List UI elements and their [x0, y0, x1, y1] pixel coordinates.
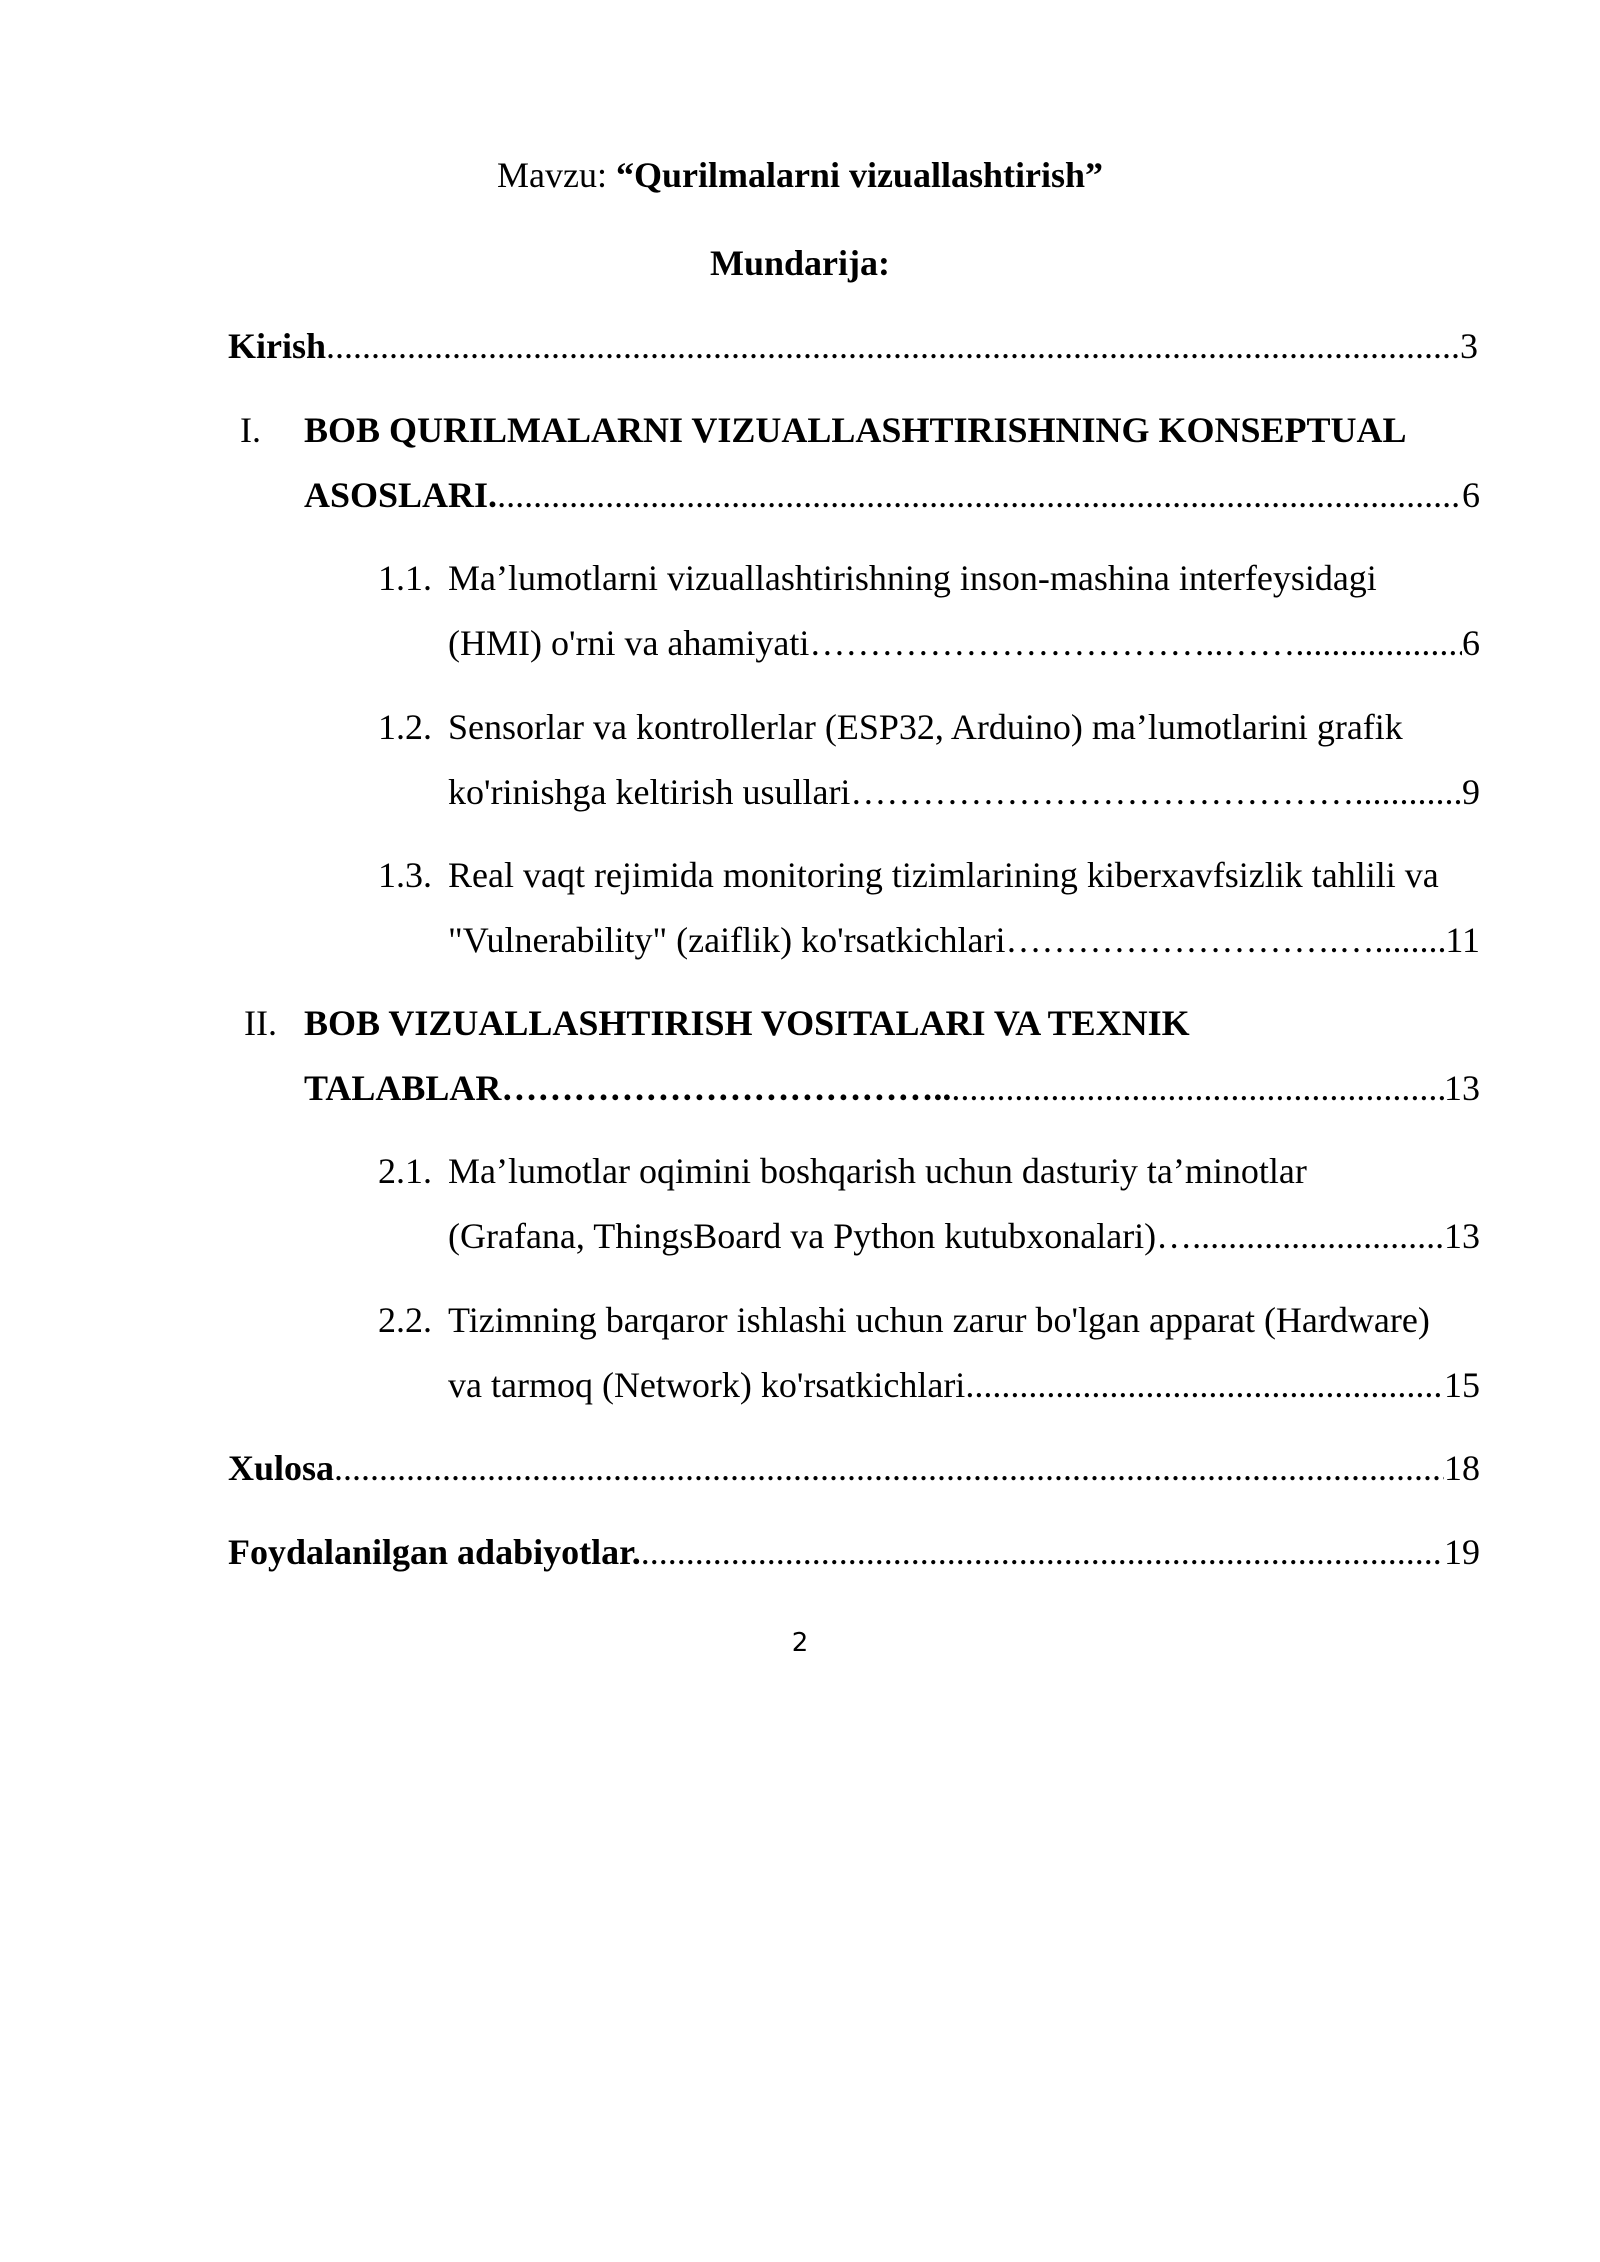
toc-label: va tarmoq (Network) ko'rsatkichlari	[448, 1365, 966, 1405]
toc-page-number: 9	[1462, 772, 1480, 812]
toc-page-number: 6	[1462, 623, 1480, 663]
document-title	[0, 150, 1600, 200]
toc-entry-1-3	[448, 908, 1480, 973]
dot-leader	[1295, 611, 1462, 676]
toc-entry-2-2	[448, 1353, 1480, 1418]
toc-page-number: 6	[1462, 475, 1480, 515]
toc-page-number: 3	[1460, 326, 1478, 366]
chapter-title-line: BOB QURILMALARNI VIZUALLASHTIRISHNING KONSEPTUAL	[304, 410, 1407, 450]
dot-leader	[1354, 760, 1462, 825]
section-number: 1.3.	[378, 855, 432, 895]
chapter-marker: I.	[240, 410, 261, 450]
section-title-line: Tizimning barqaror ishlashi uchun zarur bo'lgan apparat (Hardware)	[448, 1300, 1430, 1340]
section-title-line: Real vaqt rejimida monitoring tizimlarining kiberxavfsizlik tahlili va	[448, 855, 1439, 895]
section-title-line: Ma’lumotlarni vizuallashtirishning inson-mashina interfeysidagi	[448, 558, 1377, 598]
toc-page-number: 13	[1444, 1068, 1480, 1108]
toc-page-number: 11	[1445, 920, 1480, 960]
dot-leader	[951, 1056, 1444, 1121]
toc-label: Kirish	[228, 326, 327, 366]
toc-label: ASOSLARI.	[304, 475, 498, 515]
toc-heading: Mundarija:	[710, 243, 890, 283]
toc-label: Xulosa	[228, 1448, 335, 1488]
toc-page-number: 15	[1444, 1365, 1480, 1405]
toc-entry-1-1	[448, 611, 1480, 676]
title-subject: “Qurilmalarni vizuallashtirish”	[615, 155, 1103, 195]
dot-leader	[1192, 1204, 1444, 1269]
toc-page-number: 13	[1444, 1216, 1480, 1256]
section-number: 1.1.	[378, 558, 432, 598]
toc-label: Foydalanilgan adabiyotlar.	[228, 1532, 641, 1572]
dot-leader	[1375, 908, 1446, 973]
title-prefix: Mavzu:	[496, 155, 616, 195]
dot-leader	[326, 314, 1460, 379]
section-title-line: Ma’lumotlar oqimini boshqarish uchun dasturiy ta’minotlar	[448, 1151, 1307, 1191]
toc-entry-chapter-2	[304, 1056, 1480, 1121]
dot-leader	[965, 1353, 1444, 1418]
section-number: 2.2.	[378, 1300, 432, 1340]
toc-label: TALABLAR………………………………..	[304, 1068, 952, 1108]
toc-entry-xulosa	[228, 1436, 1480, 1501]
page-number: 2	[791, 1628, 809, 1658]
toc-entry-2-1	[448, 1204, 1480, 1269]
chapter-title-line: BOB VIZUALLASHTIRISH VOSITALARI VA TEXNIK	[304, 1003, 1190, 1043]
section-title-line: Sensorlar va kontrollerlar (ESP32, Arduino) ma’lumotlarini grafik	[448, 707, 1403, 747]
dot-leader	[334, 1436, 1444, 1501]
chapter-marker: II.	[244, 1003, 277, 1043]
toc-page-number: 19	[1444, 1532, 1480, 1572]
dot-leader	[641, 1520, 1444, 1585]
toc-label: (Grafana, ThingsBoard va Python kutubxonalari)…	[448, 1216, 1193, 1256]
toc-entry-chapter-1	[304, 463, 1480, 528]
toc-label: (HMI) o'rni va ahamiyati……………………………..……	[448, 623, 1296, 663]
dot-leader	[497, 463, 1462, 528]
toc-label: ko'rinishga keltirish usullari……………………………………	[448, 772, 1355, 812]
section-number: 2.1.	[378, 1151, 432, 1191]
toc-label: "Vulnerability" (zaiflik) ko'rsatkichlari……………………….…	[448, 920, 1375, 960]
toc-entry-kirish	[228, 314, 1478, 379]
toc-entry-1-2	[448, 760, 1480, 825]
section-number: 1.2.	[378, 707, 432, 747]
toc-page-number: 18	[1444, 1448, 1480, 1488]
toc-entry-adabiyotlar	[228, 1520, 1480, 1585]
